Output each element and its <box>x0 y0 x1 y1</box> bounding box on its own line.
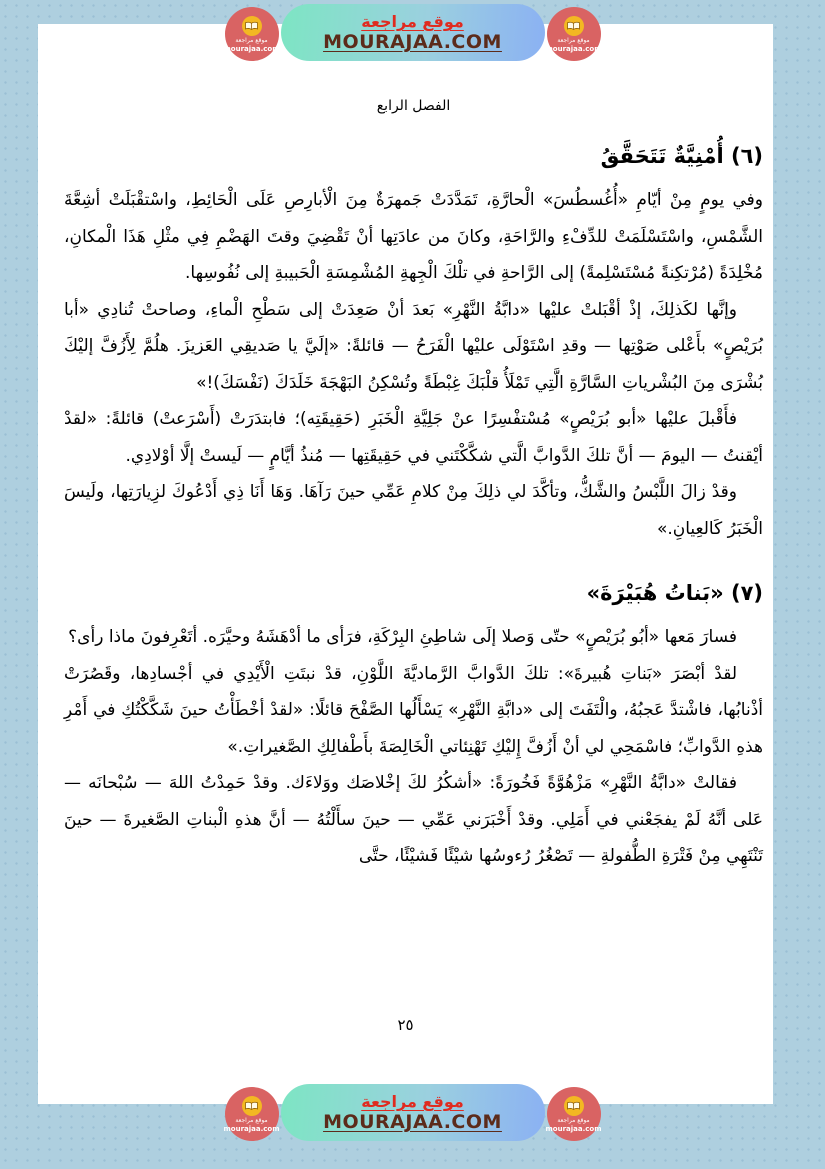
paragraph: وقدْ زالَ اللَّبْسُ والشَّكُّ، وتأكَّدَ لي ذلِكَ مِنْ كلامِ عَمِّي حينَ رَآهَا. وَهَا أَنَا ذِي أَدْعُوكَ لزِيارَتِها، ولَيسَ الْخَبَرُ كَالعِيانِ.» <box>64 482 763 539</box>
chapter-title: الفصل الرابع <box>376 98 451 114</box>
site-logo <box>225 1087 279 1141</box>
book-icon <box>242 16 262 36</box>
book-icon <box>564 1096 584 1116</box>
document-page <box>38 24 773 1104</box>
banner-pill <box>281 1084 545 1141</box>
banner-title-ar: موقع مراجعة <box>361 12 464 31</box>
site-logo <box>547 1087 601 1141</box>
logo-text-domain: mourajaa.com <box>545 44 602 53</box>
site-logo <box>547 7 601 61</box>
logo-text-ar: موقع مراجعة <box>557 1116 590 1124</box>
banner-pill <box>281 4 545 61</box>
page-content <box>38 24 773 1104</box>
paragraph: فسارَ مَعها «أبُو بُرَيْصٍ» حتّى وَصلا إلَى شاطِئِ البِرْكَةِ، فرَأى ما أدْهَشَهُ وحيَّرَه. أتَعْرِفونَ ماذا رأى؟ <box>68 627 737 647</box>
paragraph: فقالتْ «دابَّةُ النَّهْرِ» مَزْهُوَّةً فَخُورَةً: «أشكُرُ لكَ إخْلاصَك ووَلاءَك. وقدْ حَمِدْتُ اللهَ — سُبْحانَه — عَلى أنَّهُ لَمْ يفجَعْني في أَمَلِي. وقدْ أَخْبَرَني عَمِّي — حينَ سأَلْتُهُ — أنَّ هذهِ الْبناتِ الصَّغيرةَ — حينَ تَنْتَهِي مِنْ فَتْرَةِ الطُّفولةِ — تَصْغُرُ رُءوسُها شيْئًا فَشيْئًا، حتَّى <box>64 773 763 866</box>
section-7-heading: (٧) «بَناتُ هُبَيْرَةَ» <box>586 581 763 605</box>
paragraph: لقدْ أبْصَرَ «بَناتِ هُبيرةَ»: تلكَ الدَّوابَّ الرَّماديَّةَ اللَّوْنِ، قدْ نبتَتِ الْأَيْدِي في أجْسادِها، وقَصُرَتْ أذْنابُها، فاشْتدَّ عَجبُهُ، والْتَفَتَ إلى «دابَّةِ النَّهْرِ» يَسْأَلُها الصَّفْحَ قائلًا: «لقدْ أخْطَأْتُ حينَ شَكَّكْتُكِ في أَمْرِ هذهِ الدَّوابِّ؛ فاسْمَحِي لي أنْ أَزُفَّ إِليْكِ تَهْنِئاتي الْخَالِصَةَ بأَطْفالِكِ الصَّغيراتِ.» <box>64 663 763 757</box>
site-banner-bottom <box>225 1084 601 1141</box>
site-banner-top <box>225 4 601 61</box>
logo-text-domain: mourajaa.com <box>223 44 280 53</box>
book-icon <box>242 1096 262 1116</box>
banner-domain: MOURAJAA.COM <box>323 31 502 53</box>
banner-title-ar: موقع مراجعة <box>361 1092 464 1111</box>
paragraph: وفي يومٍ مِنْ أيّامِ «أُغُسطُسَ» الْحارَّةِ، تَمَدَّدَتْ جَمهرَةٌ مِنَ الْأبارِصِ عَلَى الْحَائِطِ، واسْتقْبَلَتْ أشِعَّةَ الشَّمْسِ، واسْتَسْلَمَتْ للدِّفْءِ والرَّاحَةِ، وكانَ من عادَتِها أنْ تَقْضِيَ وقتَ الهَضْمِ فِي مثْلِ هَذَا الْمكانِ، مُخْلِدَةً (مُرْتكِنةً مُسْتَسْلِمةً) إلى الرَّاحةِ في تلْكَ الْجِهةِ المُشْمِسَةِ الْحَبيبةِ إلى نُفُوسِها. <box>64 190 763 283</box>
logo-text-ar: موقع مراجعة <box>235 1116 268 1124</box>
logo-text-ar: موقع مراجعة <box>557 36 590 44</box>
site-logo <box>225 7 279 61</box>
page-number: ٢٥ <box>397 1016 414 1034</box>
logo-text-domain: mourajaa.com <box>223 1124 280 1133</box>
banner-domain: MOURAJAA.COM <box>323 1111 502 1133</box>
paragraph: فأَقْبلَ عليْها «أبو بُرَيْصٍ» مُسْتفْسِرًا عنْ جَلِيَّةِ الْخَبَرِ (حَقِيقَتِه)؛ فابتدَرَتْ (أَسْرَعتْ) قائلةً: «لقدْ أيْقنتُ — اليومَ — أنَّ تلكَ الدَّوابَّ الَّتي شكَّكْتَني في حَقِيقَتِها — مُنذُ أيَّامٍ — لَيستْ إلَّا أوْلادِي. <box>64 409 763 466</box>
logo-text-ar: موقع مراجعة <box>235 36 268 44</box>
paragraph: وإنَّها لكَذلِكَ، إذْ أقْبَلتْ عليْها «دابَّةُ النَّهْرِ» بَعدَ أنْ صَعِدَتْ إلى سَطْحِ الْماءِ، وصاحتْ تُنادِي «أبا بُرَيْصٍ» بأَعْلى صَوْتِها — وقدِ اسْتَوْلَى عليْها الْفَرَحُ — قائلةً: «إلَيَّ يا صَديقِي العَزيزَ. هلُمَّ لِأَزُفَّ إليْكَ بُشْرَى مِنَ البُشْرياتِ السَّارَّةِ الَّتِي تَمْلَأُ قلْبَكَ غِبْطَةً وتُسْكِنُ البَهْجَةَ خَلَدَكَ (نَفْسَكَ)!» <box>64 299 763 393</box>
section-6-heading: (٦) أُمْنِيَّةٌ تَتَحَقَّقُ <box>600 144 763 168</box>
book-icon <box>564 16 584 36</box>
logo-text-domain: mourajaa.com <box>545 1124 602 1133</box>
